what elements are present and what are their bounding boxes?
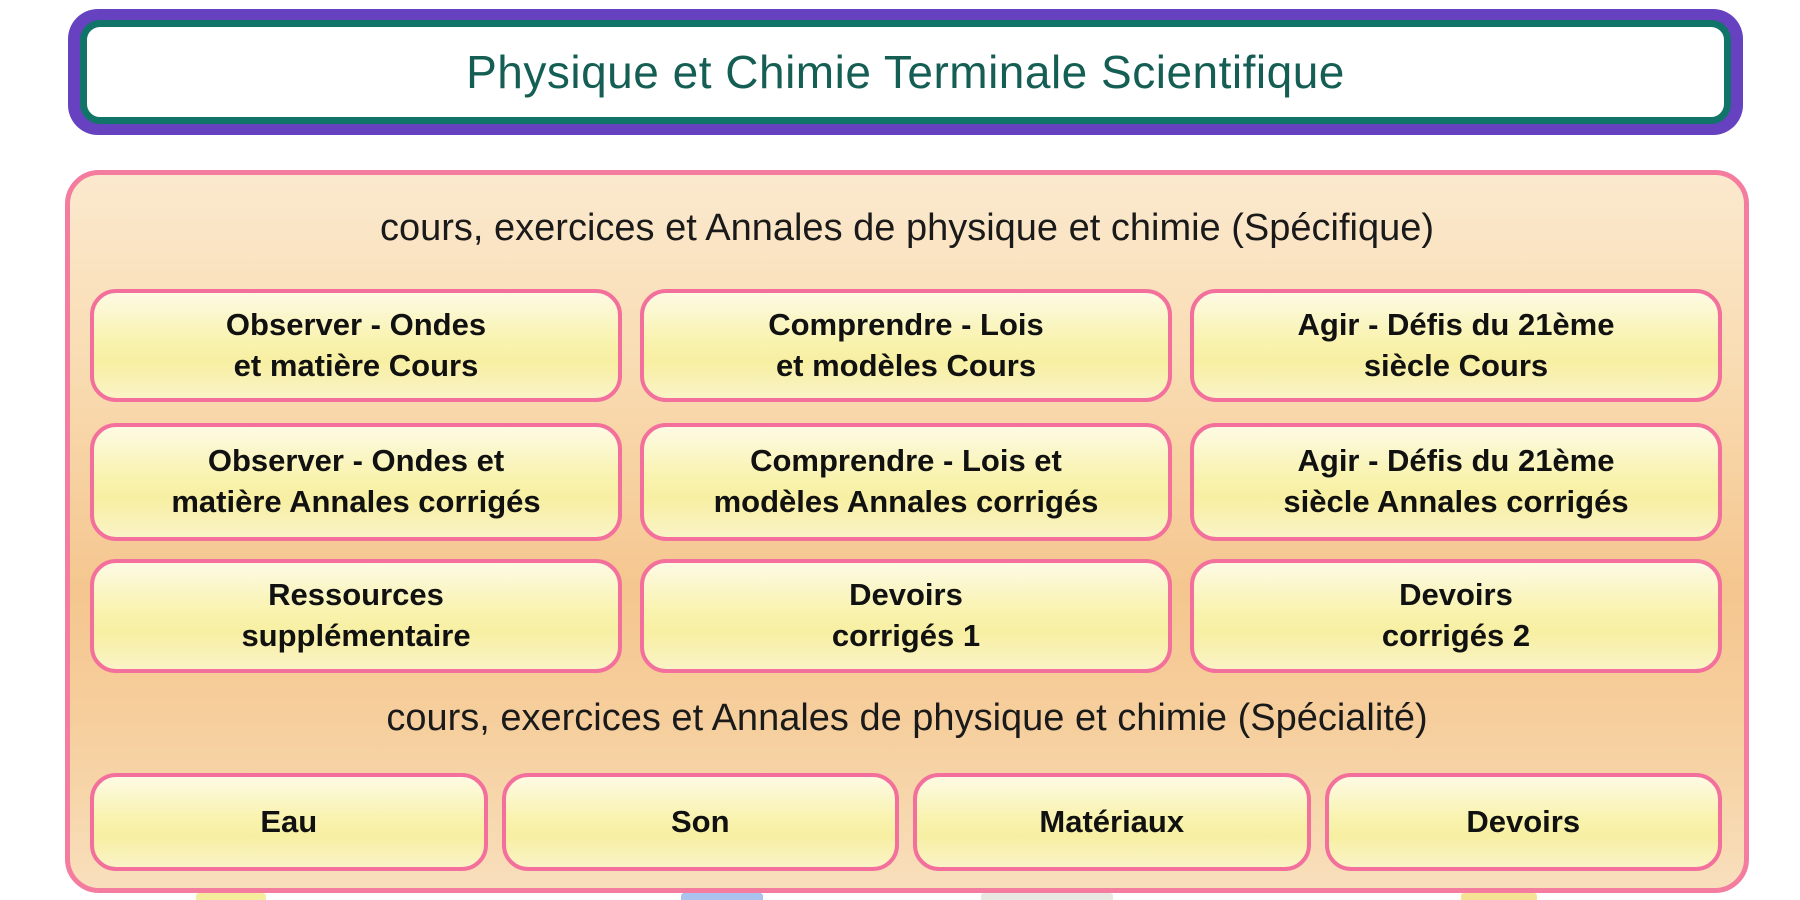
button-label-line: supplémentaire [241,618,471,653]
button-label-line: Eau [260,803,318,839]
button-eau[interactable] [90,773,488,871]
app-title: Physique et Chimie Terminale Scientifique [466,46,1345,98]
cutoff-fragment-3 [981,893,1113,900]
button-label-line: Ressources [268,577,444,613]
button-son[interactable] [502,773,900,871]
section-heading-specialite: cours, exercices et Annales de physique et chimie (Spécialité) [386,697,1428,739]
button-label-line: siècle Annales corrigés [1283,484,1629,519]
button-observer-ondes-cours[interactable] [90,289,622,402]
button-label-line: Agir - Défis du 21ème [1297,306,1615,342]
button-label-line: siècle Cours [1363,347,1549,383]
button-label-line: Observer - Ondes et [207,443,505,479]
app-title-banner [68,9,1743,135]
button-devoirs-corriges-2[interactable] [1190,559,1722,673]
button-label-line: Devoirs [1399,577,1513,613]
button-devoirs-corriges-1[interactable] [640,559,1172,673]
button-agir-defis-cours[interactable] [1190,289,1722,402]
button-label-line: corrigés 1 [831,618,981,653]
button-label-line: et matière Cours [233,347,479,383]
button-label-line: Son [670,803,730,839]
button-row-2 [90,423,1722,541]
button-label-line: Observer - Ondes [225,306,487,342]
button-comprendre-lois-cours[interactable] [640,289,1172,402]
main-panel [65,170,1749,893]
button-label-line: Matériaux [1039,803,1185,839]
button-row-1 [90,289,1722,402]
button-label-line: et modèles Cours [775,347,1037,383]
button-label-line: modèles Annales corrigés [713,484,1099,519]
button-label-line: Comprendre - Lois et [750,443,1062,479]
button-devoirs[interactable] [1325,773,1723,871]
button-comprendre-lois-annales[interactable] [640,423,1172,541]
button-label-line: Comprendre - Lois [768,306,1044,342]
button-label-line: matière Annales corrigés [171,484,541,519]
cutoff-fragment-2 [681,893,763,900]
button-label-line: corrigés 2 [1381,618,1531,653]
button-materiaux[interactable] [913,773,1311,871]
button-label-line: Devoirs [1466,803,1581,839]
cutoff-fragment-4 [1461,893,1537,900]
button-row-4 [90,773,1722,871]
button-label-line: Agir - Défis du 21ème [1297,443,1615,479]
button-ressources-supplementaire[interactable] [90,559,622,673]
button-label-line: Devoirs [849,577,963,613]
button-observer-ondes-annales[interactable] [90,423,622,541]
section-heading-specifique: cours, exercices et Annales de physique et chimie (Spécifique) [380,207,1434,249]
button-agir-defis-annales[interactable] [1190,423,1722,541]
app-title-inner-frame [80,20,1731,124]
cutoff-fragment-1 [196,893,266,900]
button-row-3 [90,559,1722,673]
